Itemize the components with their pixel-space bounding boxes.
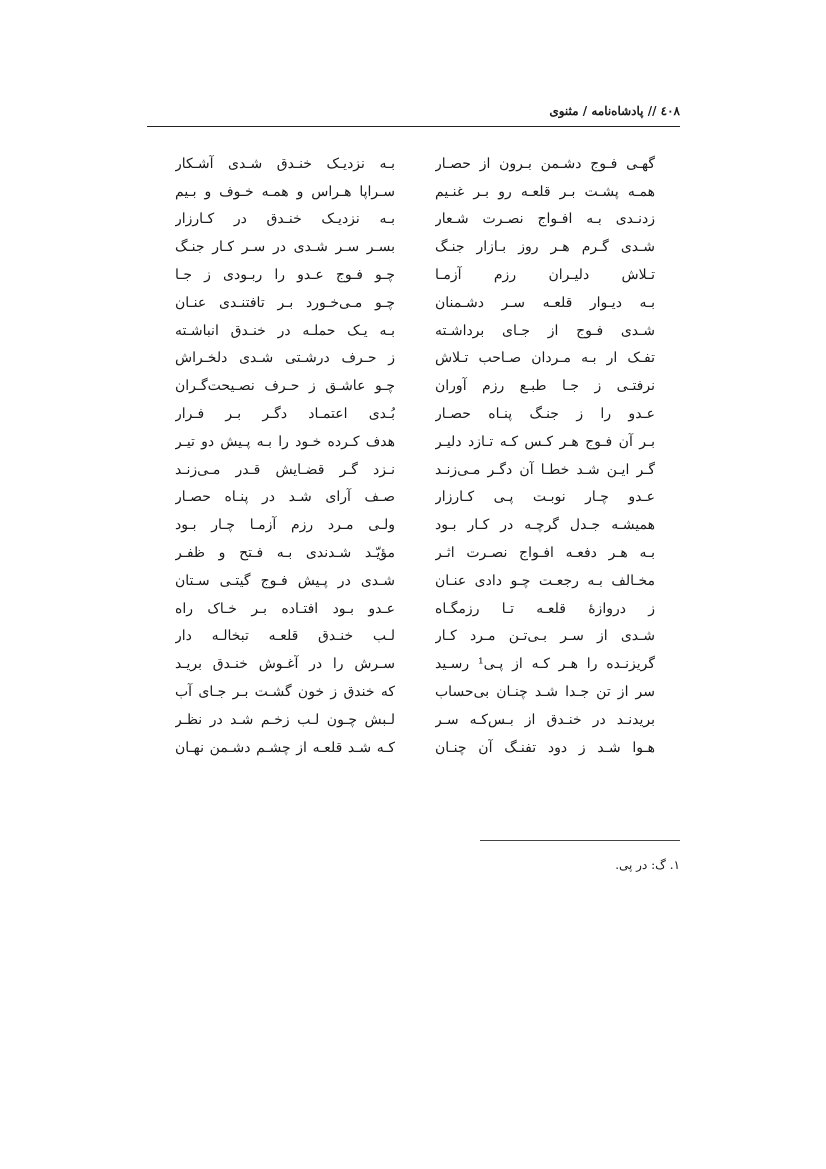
misra-second: صـف آرای شـد در پنـاه حصـار <box>175 489 395 506</box>
misra-first: شـدی از سـر بـی‌تـن مـرد کـار <box>435 628 655 645</box>
beyt-row <box>175 428 655 456</box>
beyt-row <box>175 400 655 428</box>
misra-second: چـو مـی‌خـورد بـر تافتنـدی عنـان <box>175 294 395 311</box>
beyt-row <box>175 539 655 567</box>
misra-second: ز حـرف درشـتی شـدی دلخـراش <box>175 350 395 367</box>
misra-first: تفـک ار بـه مـردان صـاحب تـلاش <box>435 350 655 367</box>
beyt-row <box>175 484 655 512</box>
beyt-row <box>175 317 655 345</box>
misra-first: تـلاش دلیـران رزم آزمـا <box>435 267 655 284</box>
beyt-row <box>175 623 655 651</box>
misra-second: لـبش چـون لـب زخـم شـد در نظـر <box>175 711 395 728</box>
beyt-row <box>175 595 655 623</box>
misra-first: بـر آن فـوج هـر کـس کـه تـازد دلیـر <box>435 433 655 450</box>
misra-first: ز دروازهٔ قلعـه تـا رزمگـاه <box>435 600 655 617</box>
misra-first: زدنـدی بـه افـواج نصـرت شـعار <box>435 211 655 228</box>
misra-first: همـه پشـت بـر قلعـه رو بـر غنـیم <box>435 183 655 200</box>
beyt-row <box>175 567 655 595</box>
beyt-row <box>175 345 655 373</box>
misra-second: کـه شـد قلعـه از چشـم دشـمن نهـان <box>175 739 395 756</box>
misra-first: شـدی گـرم هـر روز بـازار جنـگ <box>435 239 655 256</box>
misra-second: نـزد گـر قضـایش قـدر مـی‌زنـد <box>175 461 395 478</box>
misra-first: عـدو را ز جنـگ پنـاه حصـار <box>435 406 655 423</box>
beyt-row <box>175 289 655 317</box>
misra-first: بریدنـد در خنـدق از بـس‌کـه سـر <box>435 711 655 728</box>
misra-second: سـراپا هـراس و همـه خـوف و بـیم <box>175 183 395 200</box>
misra-first: شـدی فـوج از جـای برداشـته <box>435 322 655 339</box>
misra-first: بـه دیـوار قلعـه سـر دشـمنان <box>435 294 655 311</box>
beyt-row <box>175 233 655 261</box>
misra-second: ولـی مـرد رزم آزمـا چـار بـود <box>175 517 395 534</box>
misra-second: عـدو بـود افتـاده بـر خـاک راه <box>175 600 395 617</box>
beyt-row <box>175 372 655 400</box>
footnote-rule <box>480 840 680 841</box>
misra-second: سـرش را در آغـوش خنـدق بریـد <box>175 656 395 673</box>
misra-first: گـر ایـن شـد خطـا آن دگـر مـی‌زنـد <box>435 461 655 478</box>
misra-second: که خندق ز خون گشـت بـر جـای آب <box>175 684 395 701</box>
beyt-row <box>175 734 655 762</box>
beyt-row <box>175 678 655 706</box>
misra-first: عـدو چـار نوبـت پـی کـارزار <box>435 489 655 506</box>
beyt-row <box>175 178 655 206</box>
poem <box>175 150 655 762</box>
misra-second: بسـر سـر شـدی در سـر کـار جنـگ <box>175 239 395 256</box>
beyt-row <box>175 511 655 539</box>
beyt-row <box>175 150 655 178</box>
misra-second: هدف کـرده خـود را بـه پـیش دو تیـر <box>175 433 395 450</box>
misra-first: مخـالف بـه رجعـت چـو دادی عنـان <box>435 572 655 589</box>
beyt-row <box>175 206 655 234</box>
misra-first: همیشـه جـدل گرچـه در کـار بـود <box>435 517 655 534</box>
misra-second: شـدی در پـیش فـوج گیتـی سـتان <box>175 572 395 589</box>
misra-first: گهـی فـوج دشـمن بـرون از حصـار <box>435 155 655 172</box>
beyt-row <box>175 706 655 734</box>
misra-second: بُـدی اعتمـاد دگـر بـر فـرار <box>175 406 395 423</box>
misra-first: هـوا شـد ز دود تفنـگ آن چنـان <box>435 739 655 756</box>
footnote: ۱. گ: در پی. <box>615 858 680 872</box>
misra-first: نرفتـی ز جـا طبـع رزم آوران <box>435 378 655 395</box>
beyt-row <box>175 456 655 484</box>
misra-first: گریزنـده را هـر کـه از پـی¹ رسـید <box>435 656 655 673</box>
beyt-row <box>175 261 655 289</box>
misra-second: مؤیّـد شـدندی بـه فـتح و ظفـر <box>175 545 395 562</box>
misra-first: سر از تن جـدا شـد چنـان بی‌حساب <box>435 684 655 701</box>
misra-second: چـو عاشـق ز حـرف نصـیحت‌گـران <box>175 378 395 395</box>
misra-second: بـه نزدیـک خنـدق در کـارزار <box>175 211 395 228</box>
misra-second: بـه یـک حملـه در خنـدق انباشـته <box>175 322 395 339</box>
page-header: ٤٠٨ // پادشاه‌نامه / مثنوی <box>549 104 680 118</box>
misra-second: بـه نزدیـک خنـدق شـدی آشـکار <box>175 155 395 172</box>
header-rule <box>147 126 680 127</box>
misra-first: بـه هـر دفعـه افـواج نصـرت اثـر <box>435 545 655 562</box>
misra-second: لـب خنـدق قلعـه تبخالـه دار <box>175 628 395 645</box>
beyt-row <box>175 650 655 678</box>
misra-second: چـو فـوج عـدو را ربـودی ز جـا <box>175 267 395 284</box>
